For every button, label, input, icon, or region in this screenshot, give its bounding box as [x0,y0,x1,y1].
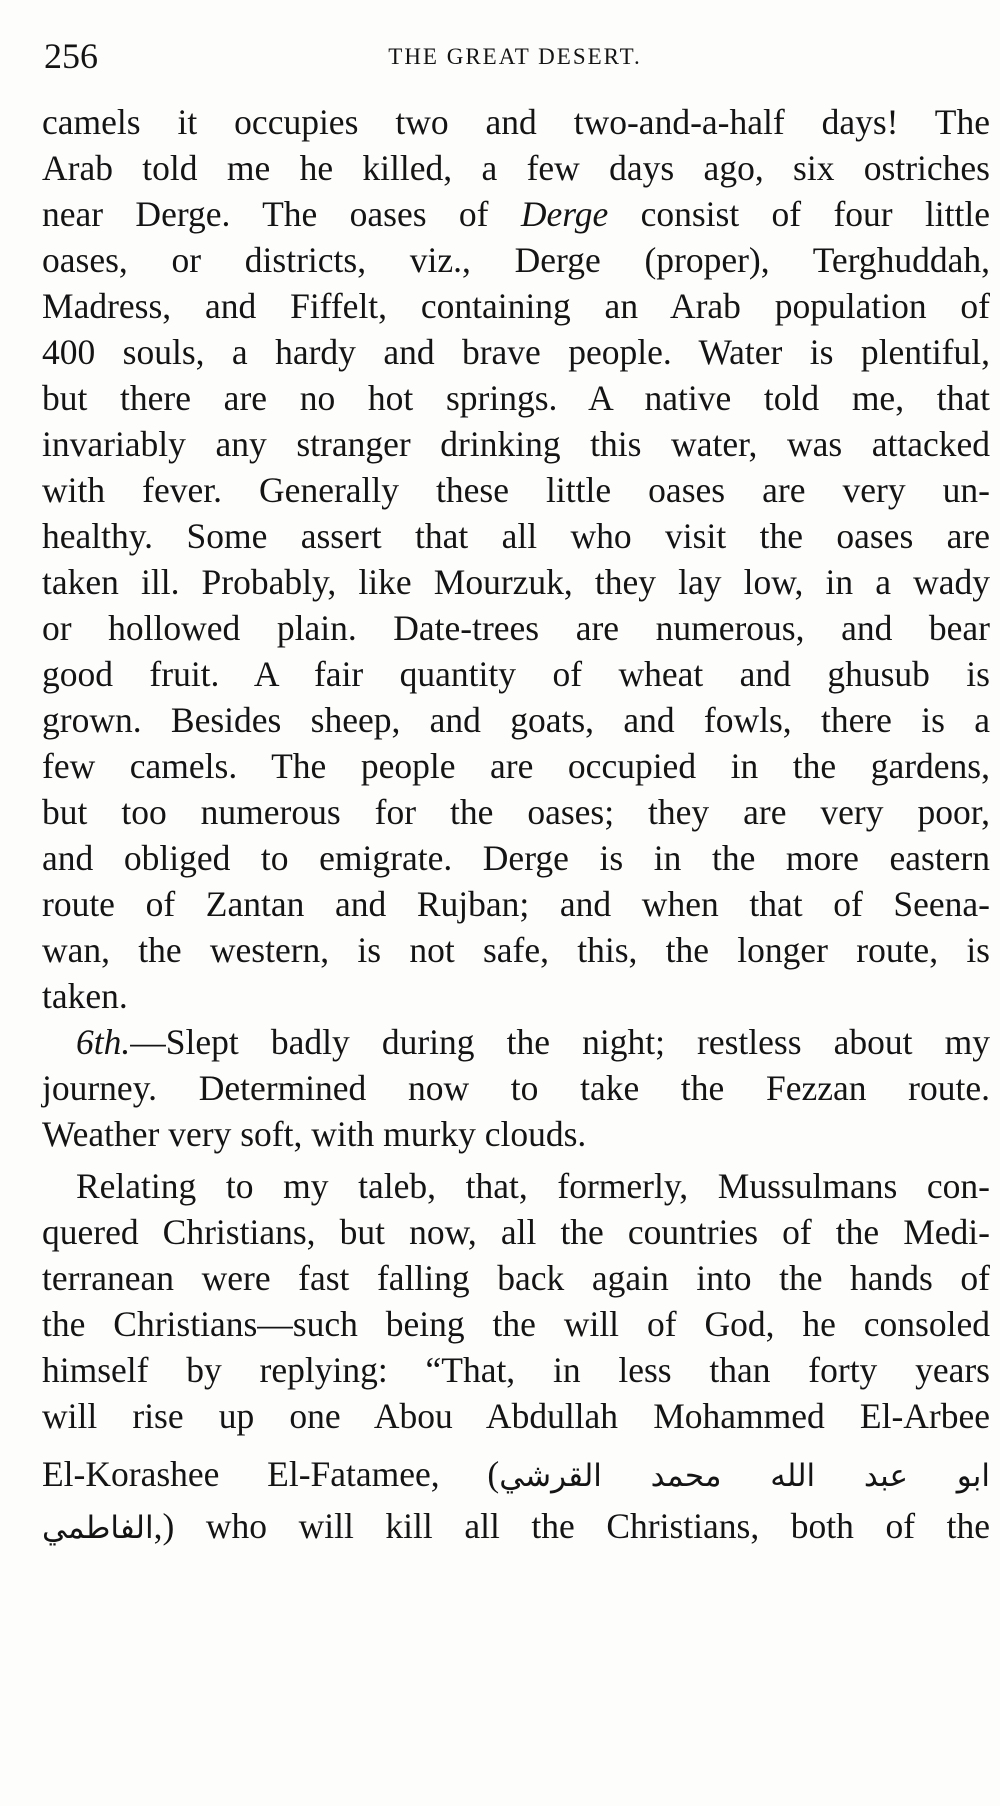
text-line: but too numerous for the oases; they are very poor, [42,792,990,832]
text-line: or hollowed plain. Date-trees are numerous, and bear [42,608,990,648]
text-line: few camels. The people are occupied in the gardens, [42,746,990,786]
text-line: Madress, and Fiffelt, containing an Arab population of [42,286,990,326]
text-line: and obliged to emigrate. Derge is in the more eastern [42,838,990,878]
text-segment: El-Korashee El-Fatamee, ( [42,1454,500,1494]
text-line: taken. [42,976,128,1016]
text-segment: near Derge. The oases of [42,194,489,234]
text-line: but there are no hot springs. A native told me, that [42,378,990,418]
text-line: the Christians—such being the will of God, he consoled [42,1304,990,1344]
running-head [44,36,986,76]
text-line: Relating to my taleb, that, formerly, Mussulmans con- [76,1166,990,1206]
text-line [42,1450,990,1498]
text-segment: —Slept badly during the night; restless about my [130,1022,990,1062]
text-segment: ,) who will kill all the Christians, both of the [153,1506,990,1546]
text-line [42,1502,990,1550]
text-line: oases, or districts, viz., Derge (proper), Terghuddah, [42,240,990,280]
date-entry: 6th. [76,1022,131,1062]
text-line: terranean were fast falling back again into the hands of [42,1258,990,1298]
text-line: himself by replying: “That, in less than forty years [42,1350,990,1390]
text-line: invariably any stranger drinking this water, was attacked [42,424,990,464]
text-line: will rise up one Abou Abdullah Mohammed El-Arbee [42,1396,990,1436]
running-title: THE GREAT DESERT. [388,44,642,69]
text-line: route of Zantan and Rujban; and when that of Seena- [42,884,990,924]
text-line: quered Christians, but now, all the countries of the Medi- [42,1212,990,1252]
text-line: 400 souls, a hardy and brave people. Water is plentiful, [42,332,990,372]
text-line: healthy. Some assert that all who visit the oases are [42,516,990,556]
text-line: journey. Determined now to take the Fezzan route. [42,1068,990,1108]
text-line: taken ill. Probably, like Mourzuk, they lay low, in a wady [42,562,990,602]
text-line: wan, the western, is not safe, this, the longer route, is [42,930,990,970]
page-number: 256 [44,36,98,76]
text-line: with fever. Generally these little oases are very un- [42,470,990,510]
text-line: good fruit. A fair quantity of wheat and ghusub is [42,654,990,694]
arabic-name: ابو عبد الله محمد القرشي [499,1458,990,1494]
text-line: Arab told me he killed, a few days ago, six ostriches [42,148,990,188]
text-line [76,1018,990,1066]
text-segment: consist of four little [640,194,991,234]
text-line: camels it occupies two and two-and-a-half days! The [42,102,990,142]
text-line [42,190,990,238]
text-line: grown. Besides sheep, and goats, and fowls, there is a [42,700,990,740]
italic-place-name: Derge [520,194,609,234]
text-line: Weather very soft, with murky clouds. [42,1114,587,1154]
arabic-name: الفاطمي [42,1510,154,1546]
